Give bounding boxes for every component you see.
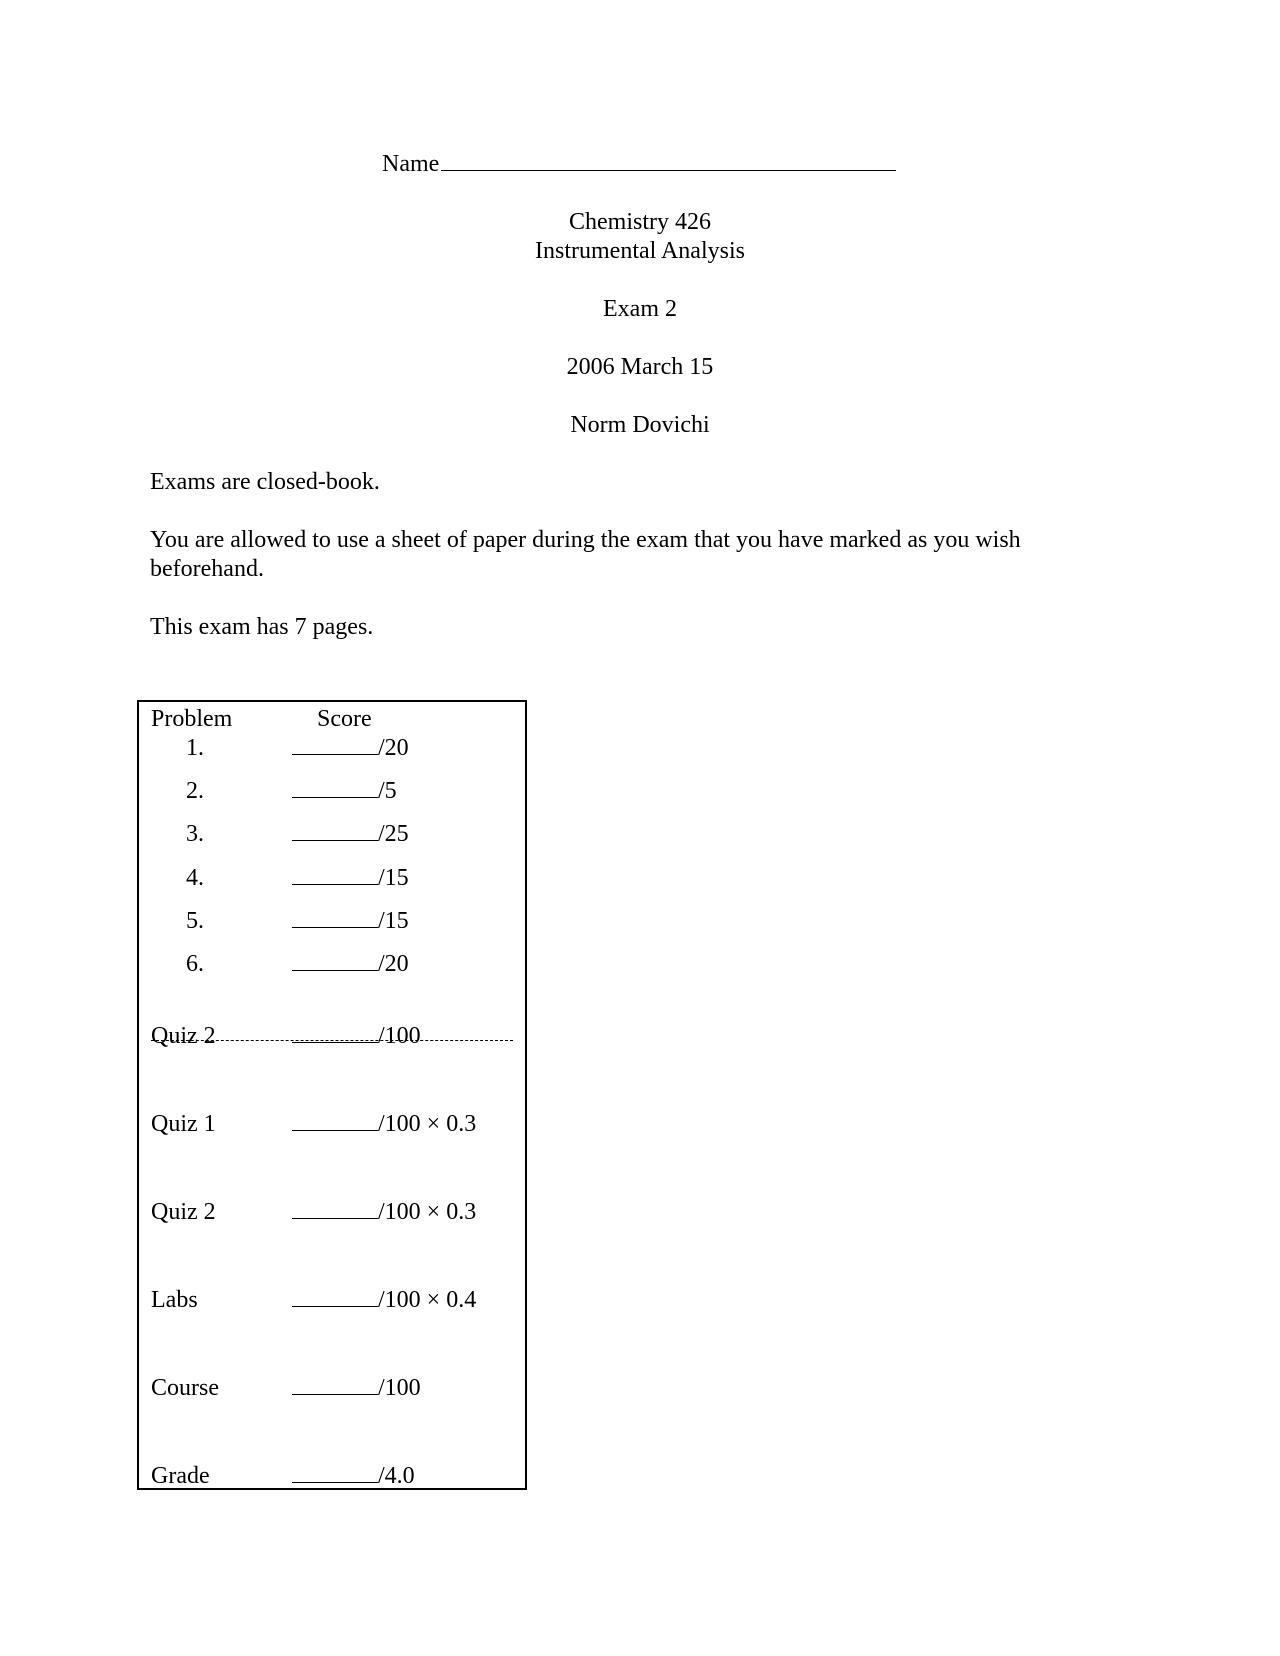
score-blank[interactable]: [292, 907, 378, 928]
dashed-divider: [151, 1040, 513, 1041]
quiz-total-label: Quiz 2: [151, 1023, 216, 1049]
score-blank[interactable]: [292, 864, 378, 885]
course-number: Chemistry 426: [569, 209, 711, 235]
exam-title: Exam 2: [603, 296, 677, 322]
sheet-allowed-note: You are allowed to use a sheet of paper during the exam that you have marked as you wish beforehand.: [150, 527, 1021, 582]
course-title: Instrumental Analysis: [535, 238, 745, 264]
score-blank[interactable]: [292, 1374, 378, 1395]
problem-score: /5: [292, 777, 397, 806]
summary-label: Course: [151, 1375, 219, 1401]
column-header-problem: Problem: [151, 706, 233, 732]
summary-label: Grade: [151, 1463, 210, 1489]
summary-label: Quiz 2: [151, 1199, 216, 1225]
score-blank[interactable]: [292, 734, 378, 755]
summary-label: Labs: [151, 1287, 198, 1313]
quiz-total-score: /100: [292, 1022, 421, 1051]
score-blank[interactable]: [292, 777, 378, 798]
exam-date: 2006 March 15: [566, 354, 714, 380]
problem-label: 5.: [186, 908, 204, 934]
summary-score: /100 × 0.4: [292, 1286, 476, 1315]
score-blank[interactable]: [292, 1462, 378, 1483]
summary-score: /100 × 0.3: [292, 1198, 476, 1227]
page-count-note: This exam has 7 pages.: [150, 614, 374, 640]
name-line: [382, 150, 896, 179]
problem-score: /15: [292, 864, 409, 893]
closed-book-note: Exams are closed-book.: [150, 469, 380, 495]
score-blank[interactable]: [292, 1198, 378, 1219]
score-blank[interactable]: [292, 1110, 378, 1131]
score-blank[interactable]: [292, 950, 378, 971]
summary-label: Quiz 1: [151, 1111, 216, 1137]
problem-label: 1.: [186, 735, 204, 761]
problem-score: /15: [292, 907, 409, 936]
name-blank[interactable]: [441, 150, 896, 171]
problem-score: /20: [292, 950, 409, 979]
problem-label: 4.: [186, 865, 204, 891]
problem-label: 6.: [186, 951, 204, 977]
summary-score: /100 × 0.3: [292, 1110, 476, 1139]
summary-score: /4.0: [292, 1462, 415, 1491]
problem-score: /20: [292, 734, 409, 763]
summary-score: /100: [292, 1374, 421, 1403]
score-blank[interactable]: [292, 1286, 378, 1307]
score-table: [137, 700, 527, 1490]
name-label: Name: [382, 151, 440, 177]
problem-score: /25: [292, 820, 409, 849]
column-header-score: Score: [317, 706, 372, 732]
score-blank[interactable]: [292, 820, 378, 841]
instructor-name: Norm Dovichi: [570, 412, 710, 438]
problem-label: 3.: [186, 821, 204, 847]
problem-label: 2.: [186, 778, 204, 804]
